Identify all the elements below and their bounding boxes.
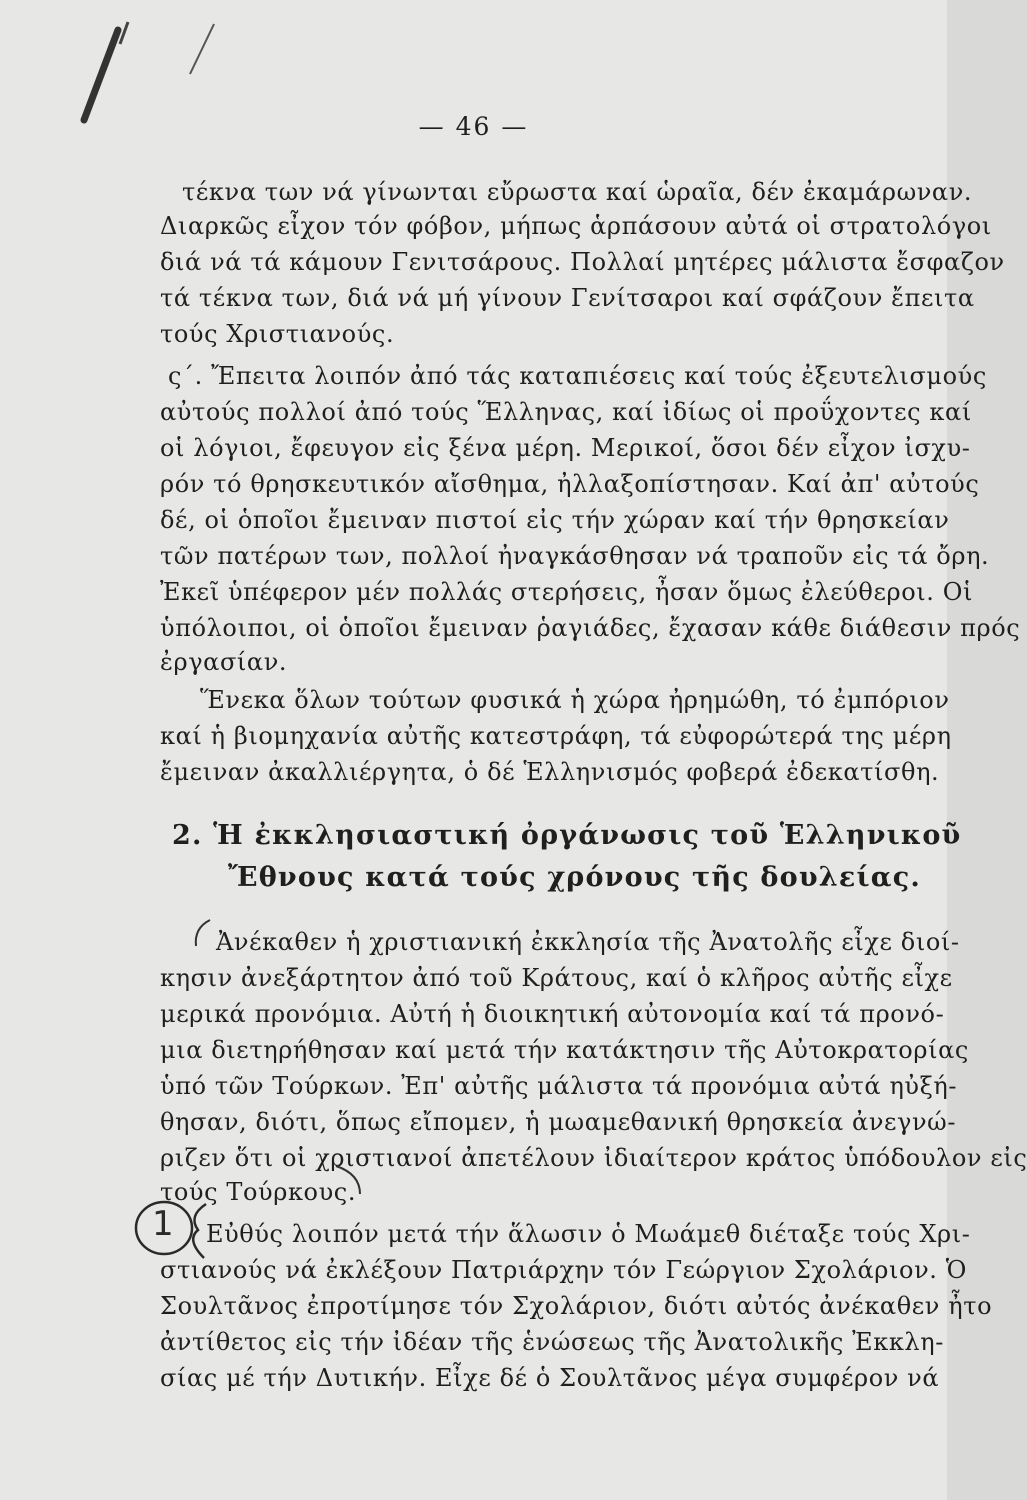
pen-bracket-mark — [186, 914, 216, 954]
text-line: αὐτούς πολλοί ἀπό τούς Ἕλληνας, καί ἰδίως οἱ προΰχοντες καί — [160, 398, 972, 426]
text-line: Σουλτᾶνος ἐπροτίμησε τόν Σχολάριον, διότι αὐτός ἀνέκαθεν ἦτο — [160, 1292, 993, 1320]
text-line: οἱ λόγιοι, ἔφευγον εἰς ξένα μέρη. Μερικοί, ὅσοι δέν εἶχον ἰσχυ- — [160, 434, 971, 462]
text-line: ς´. Ἔπειτα λοιπόν ἀπό τάς καταπιέσεις καί τούς ἐξευτελισμούς — [168, 362, 987, 390]
text-line: ὑπό τῶν Τούρκων. Ἐπ' αὐτῆς μάλιστα τά προνόμια αὐτά ηὐξή- — [160, 1072, 958, 1100]
text-line: Εὐθύς λοιπόν μετά τήν ἅλωσιν ὁ Μωάμεθ διέταξε τούς Χρι- — [206, 1220, 971, 1248]
section-heading-line: Ἔθνους κατά τούς χρόνους τῆς δουλείας. — [228, 862, 922, 893]
text-line: θησαν, διότι, ὅπως εἴπομεν, ἡ μωαμεθανική θρησκεία ἀνεγνώ- — [160, 1108, 957, 1136]
text-line: σίας μέ τήν Δυτικήν. Εἶχε δέ ὁ Σουλτᾶνος μέγα συμφέρον νά — [160, 1364, 940, 1392]
text-line: ἐργασίαν. — [160, 648, 288, 676]
text-line: Διαρκῶς εἶχον τόν φόβον, μήπως ἁρπάσουν αὐτά οἱ στρατολόγοι — [160, 212, 992, 240]
margin-note-number: 1 — [152, 1204, 174, 1244]
text-line: διά νά τά κάμουν Γενιτσάρους. Πολλαί μητέρες μάλιστα ἔσφαζον — [160, 248, 1005, 276]
text-line: κησιν ἀνεξάρτητον ἀπό τοῦ Κράτους, καί ὁ κλῆρος αὐτῆς εἶχε — [160, 964, 953, 992]
text-line: τῶν πατέρων των, πολλοί ἠναγκάσθησαν νά τραποῦν εἰς τά ὄρη. — [160, 542, 990, 570]
text-line: Ἐκεῖ ὑπέφερον μέν πολλάς στερήσεις, ἦσαν ὅμως ἐλεύθεροι. Οἱ — [160, 578, 974, 606]
text-line: στιανούς νά ἐκλέξουν Πατριάρχην τόν Γεώργιον Σχολάριον. Ὁ — [160, 1256, 967, 1284]
text-line: δέ, οἱ ὁποῖοι ἔμειναν πιστοί εἰς τήν χώραν καί τήν θρησκείαν — [160, 506, 950, 534]
text-line: μερικά προνόμια. Αὐτή ἡ διοικητική αὐτονομία καί τά προνό- — [160, 1000, 945, 1028]
text-line: τά τέκνα των, διά νά μή γίνουν Γενίτσαροι καί σφάζουν ἔπειτα — [160, 284, 975, 312]
text-line: ὑπόλοιποι, οἱ ὁποῖοι ἔμειναν ῥαγιάδες, ἔχασαν κάθε διάθεσιν πρός — [160, 614, 1021, 642]
text-line: τούς Τούρκους. — [160, 1178, 357, 1206]
page-number: — 46 — — [418, 112, 529, 141]
text-line: τούς Χριστιανούς. — [160, 320, 395, 348]
text-line: Ἕνεκα ὅλων τούτων φυσικά ἡ χώρα ἠρημώθη, τό ἐμπόριον — [200, 686, 950, 714]
text-line: ριζεν ὅτι οἱ χριστιανοί ἀπετέλουν ἰδιαίτερον κράτος ὑπόδουλον εἰς — [160, 1144, 1027, 1172]
text-line: καί ἡ βιομηχανία αὐτῆς κατεστράφη, τά εὐφορώτερά της μέρη — [160, 722, 952, 750]
text-line: Ἀνέκαθεν ἡ χριστιανική ἐκκλησία τῆς Ἀνατολῆς εἶχε διοί- — [216, 928, 960, 956]
text-line: ρόν τό θρησκευτικόν αἴσθημα, ἠλλαξοπίστησαν. Καί ἀπ' αὐτούς — [160, 470, 980, 498]
text-line: ἀντίθετος εἰς τήν ἰδέαν τῆς ἑνώσεως τῆς Ἀνατολικῆς Ἐκκλη- — [160, 1328, 944, 1356]
text-line: τέκνα των νά γίνωνται εὔρωστα καί ὡραῖα, δέν ἐκαμάρωναν. — [182, 178, 973, 206]
section-heading-line: 2. Ἡ ἐκκλησιαστική ὀργάνωσις τοῦ Ἑλληνικοῦ — [172, 820, 962, 851]
text-line: μια διετηρήθησαν καί μετά τήν κατάκτησιν τῆς Αὐτοκρατορίας — [160, 1036, 969, 1064]
pen-bracket-mark — [330, 1160, 370, 1200]
text-line: ἔμειναν ἀκαλλιέργητα, ὁ δέ Ἑλληνισμός φοβερά ἐδεκατίσθη. — [160, 758, 940, 786]
